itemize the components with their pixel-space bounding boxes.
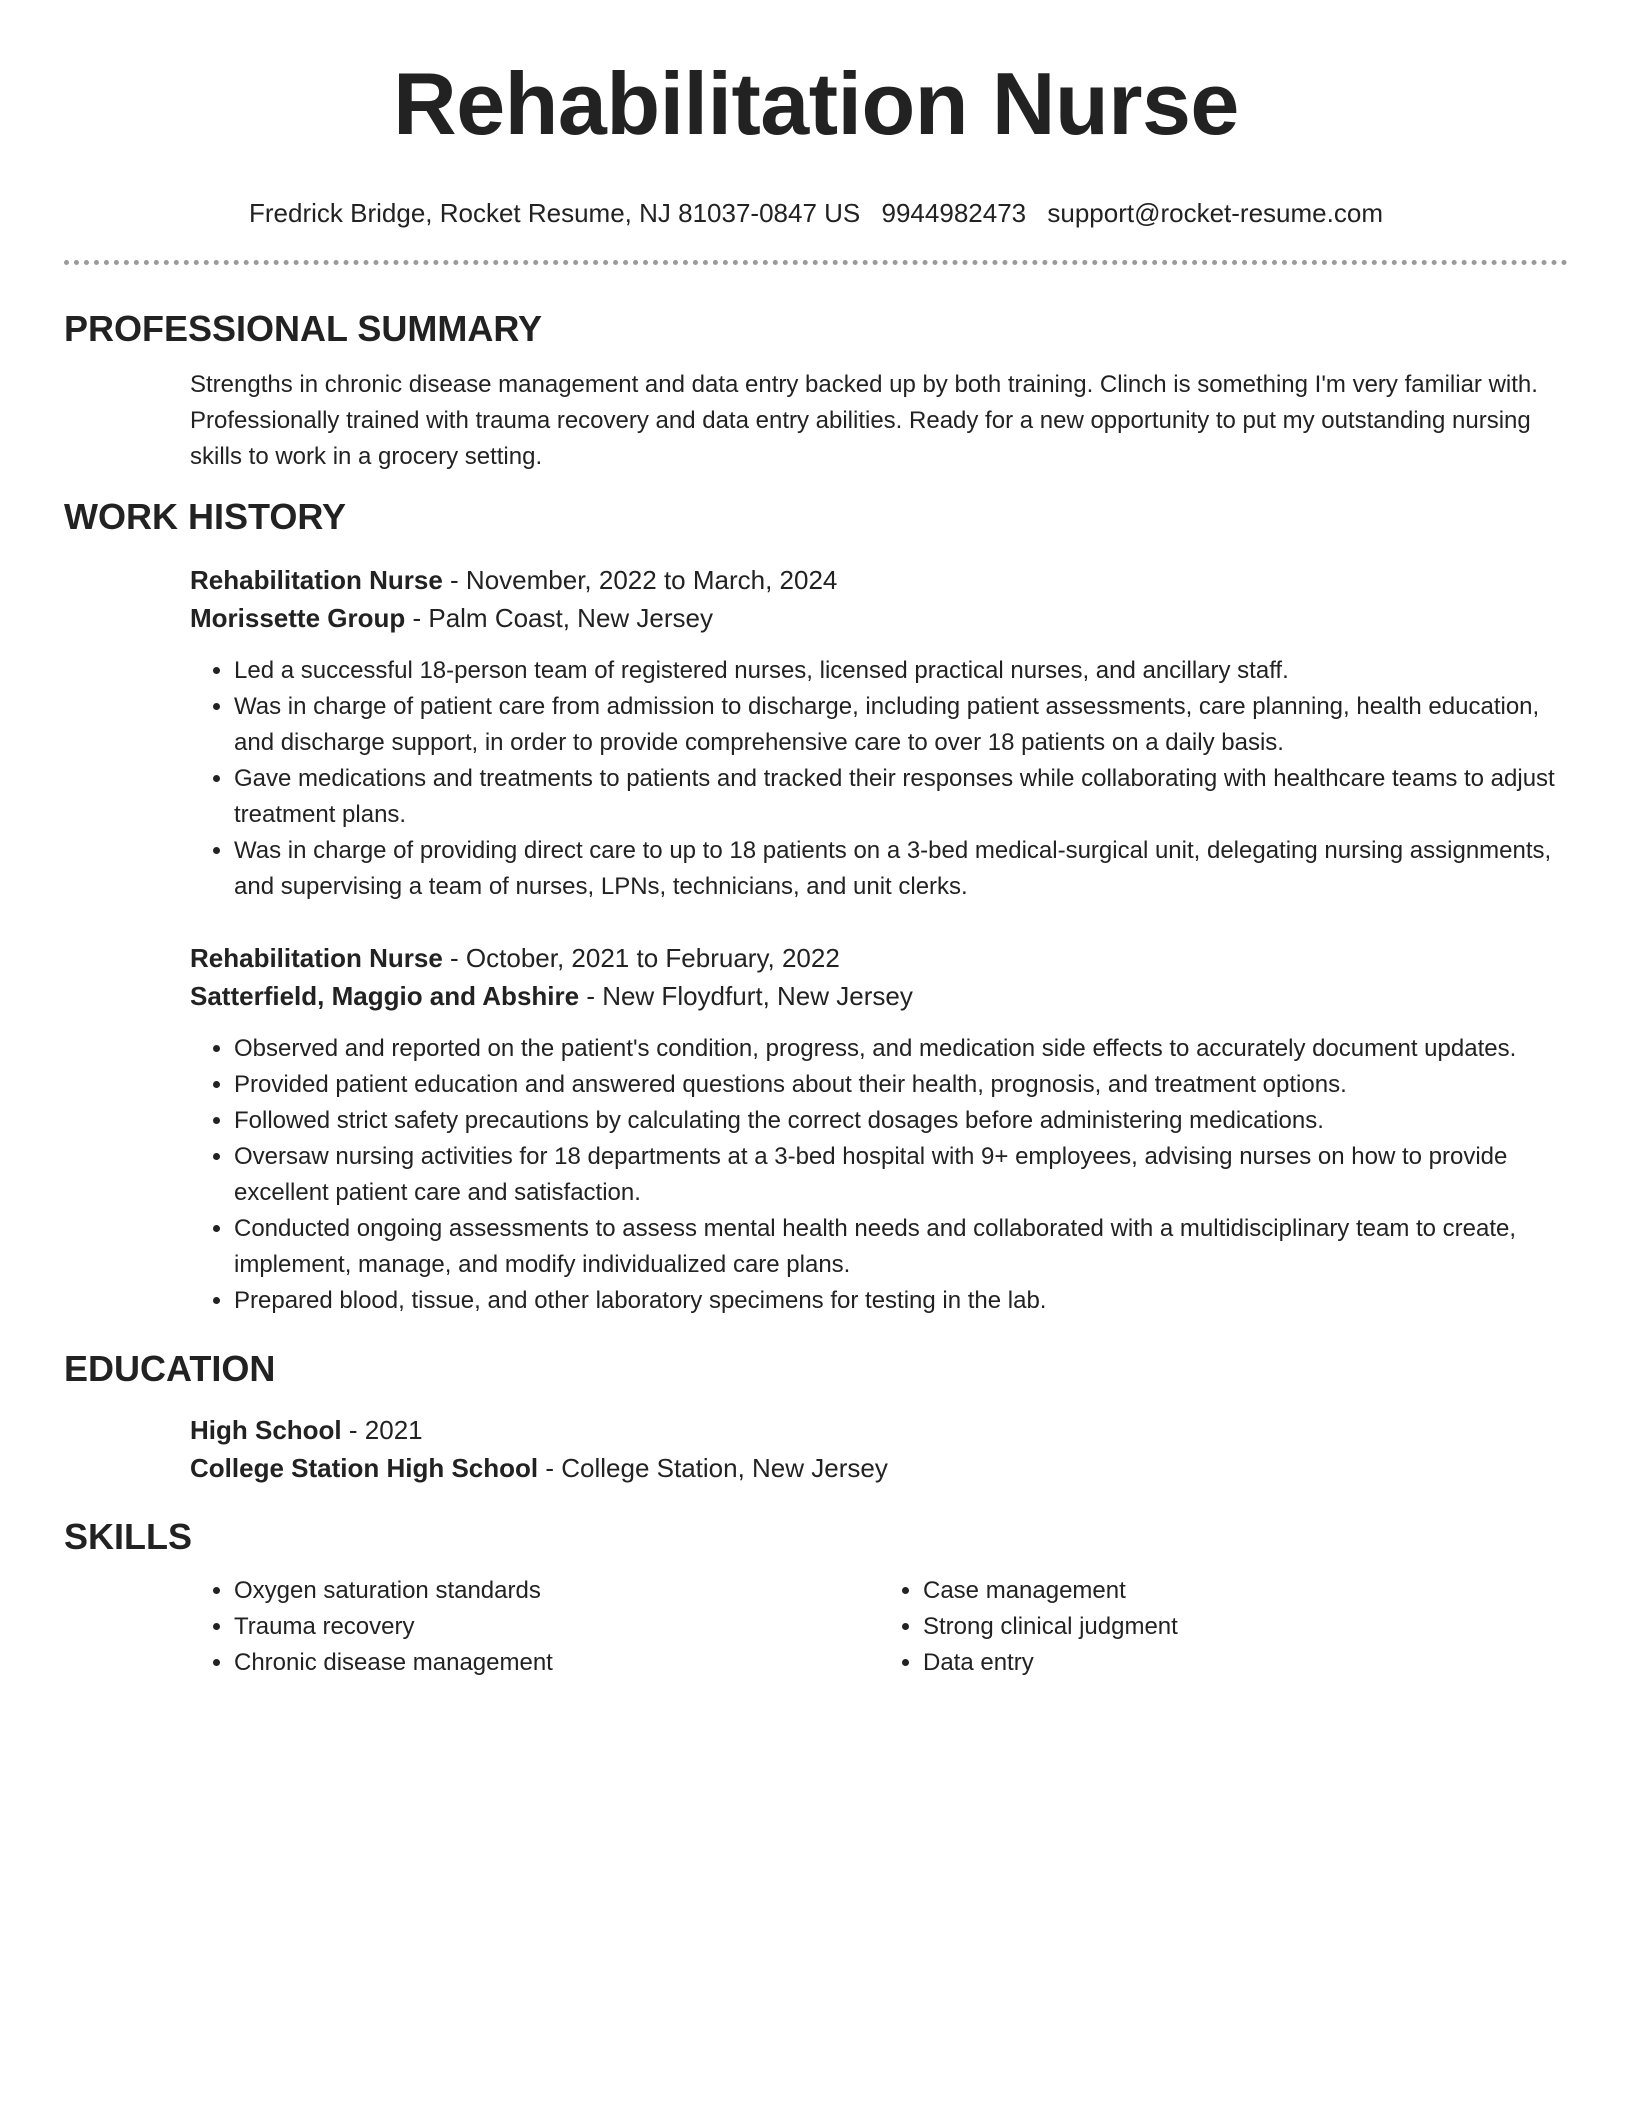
skills-section — [190, 1573, 1568, 1681]
job-location: - New Floydfurt, New Jersey — [579, 981, 913, 1011]
job-entry — [190, 939, 1568, 1319]
summary-text: Strengths in chronic disease management and data entry backed up by both training. Clinch is something I'm very familiar with. Professionally trained with trauma recovery and data entry abilities. Ready for a new opportunity to put my outstanding nursing skills to work in a grocery setting. — [190, 371, 1538, 470]
contact-line — [64, 196, 1568, 230]
skills-list-left — [190, 1573, 879, 1681]
education-section — [190, 1411, 1568, 1487]
job-company-line — [190, 599, 1568, 637]
contact-email: support@rocket-resume.com — [1047, 198, 1383, 228]
job-bullets — [190, 653, 1568, 905]
job-company: Satterfield, Maggio and Abshire — [190, 981, 580, 1011]
list-item: • Oxygen saturation standards — [234, 1573, 879, 1609]
list-item: • Led a successful 18-person team of registered nurses, licensed practical nurses, and ancillary staff. — [234, 653, 1568, 689]
education-school-line — [190, 1449, 1568, 1487]
list-item: • Data entry — [923, 1645, 1568, 1681]
job-company: Morissette Group — [190, 603, 406, 633]
list-item: • Case management — [923, 1573, 1568, 1609]
contact-phone: 9944982473 — [881, 198, 1027, 228]
job-title-line — [190, 939, 1568, 977]
list-item: • Trauma recovery — [234, 1609, 879, 1645]
education-degree-line — [190, 1411, 1568, 1449]
education-location: - College Station, New Jersey — [538, 1453, 888, 1483]
education-degree: High School — [190, 1415, 342, 1445]
job-title-line — [190, 561, 1568, 599]
job-role: Rehabilitation Nurse — [190, 943, 443, 973]
contact-address: Fredrick Bridge, Rocket Resume, NJ 81037-0847 US — [249, 198, 861, 228]
job-entry — [190, 561, 1568, 905]
education-school: College Station High School — [190, 1453, 539, 1483]
education-heading: EDUCATION — [64, 1348, 276, 1389]
work-history-section — [190, 561, 1568, 1319]
list-item: • Was in charge of patient care from admission to discharge, including patient assessments, care planning, health education, and discharge support, in order to provide comprehensive care to over 18 patients on a daily basis. — [234, 689, 1568, 761]
list-item: • Observed and reported on the patient's condition, progress, and medication side effects to accurately document updates. — [234, 1031, 1568, 1067]
list-item: • Was in charge of providing direct care to up to 18 patients on a 3-bed medical-surgical unit, delegating nursing assignments, and supervising a team of nurses, LPNs, technicians, and unit clerks. — [234, 833, 1568, 905]
list-item: • Conducted ongoing assessments to assess mental health needs and collaborated with a multidisciplinary team to create, implement, manage, and modify individualized care plans. — [234, 1211, 1568, 1283]
job-location: - Palm Coast, New Jersey — [405, 603, 713, 633]
job-dates: - November, 2022 to March, 2024 — [442, 565, 838, 595]
work-history-heading: WORK HISTORY — [64, 496, 347, 537]
list-item: • Strong clinical judgment — [923, 1609, 1568, 1645]
skills-list-right — [879, 1573, 1568, 1681]
list-item: • Provided patient education and answered questions about their health, prognosis, and treatment options. — [234, 1067, 1568, 1103]
summary-heading: PROFESSIONAL SUMMARY — [64, 308, 543, 349]
job-dates: - October, 2021 to February, 2022 — [442, 943, 840, 973]
list-item: • Prepared blood, tissue, and other laboratory specimens for testing in the lab. — [234, 1283, 1568, 1319]
list-item: • Oversaw nursing activities for 18 departments at a 3-bed hospital with 9+ employees, advising nurses on how to provide excellent patient care and satisfaction. — [234, 1139, 1568, 1211]
header-divider — [64, 260, 1568, 265]
list-item: • Gave medications and treatments to patients and tracked their responses while collaborating with healthcare teams to adjust treatment plans. — [234, 761, 1568, 833]
list-item: • Chronic disease management — [234, 1645, 879, 1681]
education-year: - 2021 — [341, 1415, 423, 1445]
summary-section — [190, 367, 1568, 475]
job-role: Rehabilitation Nurse — [190, 565, 443, 595]
job-company-line — [190, 977, 1568, 1015]
list-item: • Followed strict safety precautions by calculating the correct dosages before administering medications. — [234, 1103, 1568, 1139]
job-bullets — [190, 1031, 1568, 1319]
skills-heading: SKILLS — [64, 1516, 193, 1557]
resume-name: Rehabilitation Nurse — [393, 54, 1239, 153]
